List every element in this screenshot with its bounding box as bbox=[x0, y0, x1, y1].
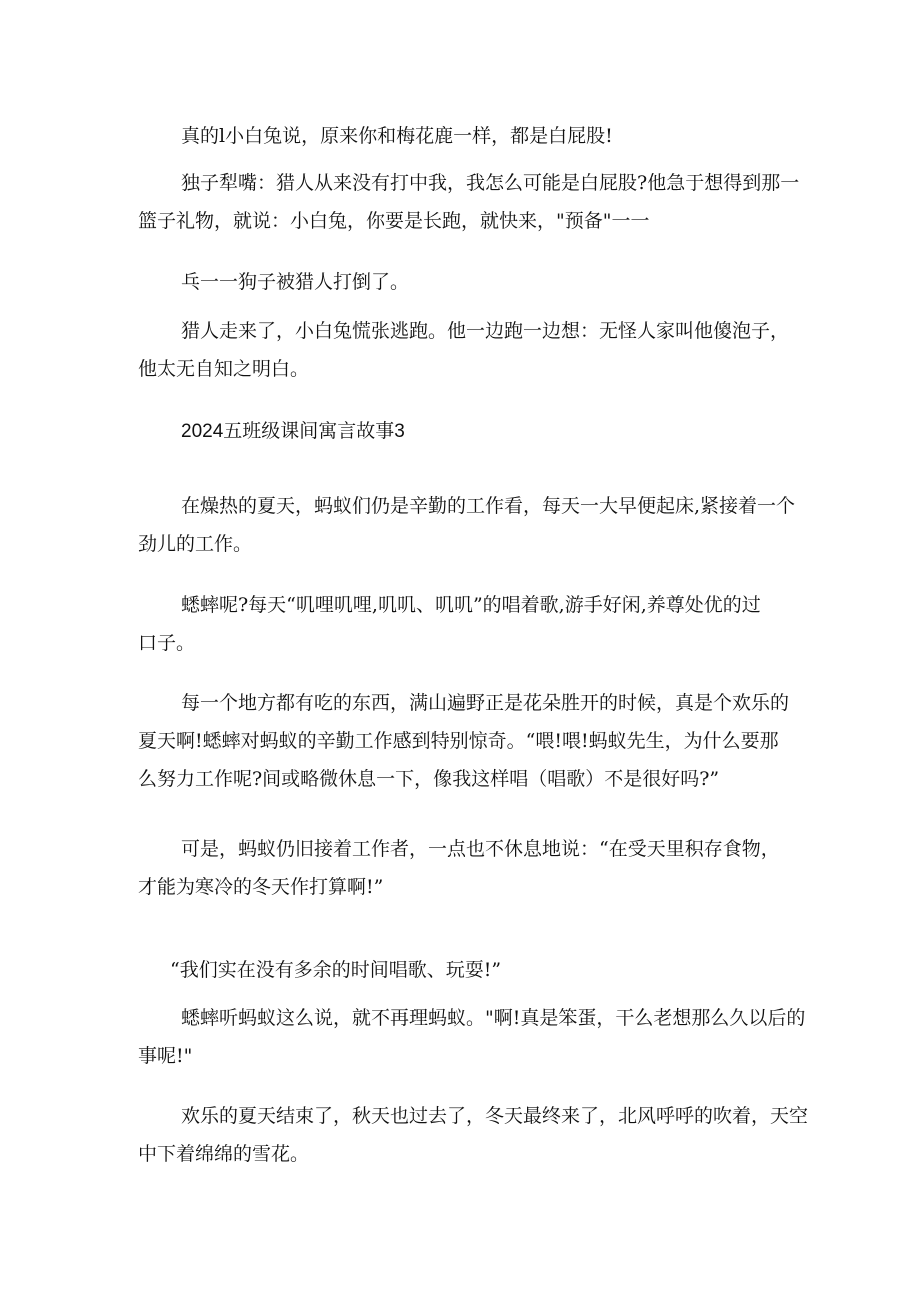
text-line: 事呢!" bbox=[138, 1045, 193, 1067]
paragraph-10 bbox=[0, 951, 920, 989]
text-line: 欢乐的夏天结束了，秋天也过去了，冬天最终来了，北风呼呼的吹着，天空 bbox=[181, 1105, 809, 1127]
text-line: 独子犁嘴：猎人从来没有打中我，我怎么可能是白屁股?他急于想得到那一 bbox=[181, 172, 800, 194]
text-line: 劲儿的工作。 bbox=[138, 533, 253, 555]
text-line: 蟋蟀听蚂蚁这么说，就不再理蚂蚁。"啊!真是笨蛋，干么老想那么久以后的 bbox=[181, 1007, 806, 1029]
text-line: 口子。 bbox=[138, 632, 196, 654]
text-line: 每一个地方都有吃的东西，满山遍野正是花朵胜开的时候，真是个欢乐的 bbox=[181, 692, 790, 714]
text-line: 夏天啊!蟋蟀对蚂蚁的辛勤工作感到特别惊奇。“喂!喂!蚂蚁先生，为什么要那 bbox=[138, 730, 779, 752]
text-line: 在燥热的夏天，蚂蚁们仍是辛勤的工作看，每天一大早便起床,紧接着一个 bbox=[181, 495, 796, 517]
text-line: 才能为寒冷的冬天作打算啊!” bbox=[138, 876, 384, 898]
text-line: 真的l小白兔说，原来你和梅花鹿一样，都是白屁股! bbox=[181, 125, 613, 147]
paragraph-9 bbox=[0, 830, 920, 906]
text-line: 猎人走来了，小白兔慌张逃跑。他一边跑一边想：无怪人家叫他傻泡子， bbox=[181, 320, 790, 342]
paragraph-7 bbox=[0, 586, 920, 662]
text-line: 他太无自知之明白。 bbox=[138, 358, 310, 380]
paragraph-3 bbox=[0, 263, 920, 301]
paragraph-12 bbox=[0, 1097, 920, 1173]
text-line: 么努力工作呢?间或略微休息一下，像我这样唱（唱歌）不是很好吗?” bbox=[138, 768, 720, 790]
paragraph-11 bbox=[0, 999, 920, 1075]
paragraph-4 bbox=[0, 312, 920, 388]
paragraph-2 bbox=[0, 164, 920, 240]
paragraph-1 bbox=[0, 117, 920, 155]
text-line: “我们实在没有多余的时间唱歌、玩耍!” bbox=[170, 959, 502, 981]
text-line: 可是，蚂蚁仍旧接着工作者，一点也不休息地说：“在受天里积存食物， bbox=[181, 838, 780, 860]
heading-line: 2024五班级课间寓言故事3 bbox=[181, 421, 405, 442]
text-line: 乓一一狗子被猎人打倒了。 bbox=[181, 271, 410, 293]
text-line: 中下着绵绵的雪花。 bbox=[138, 1143, 310, 1165]
section-heading bbox=[0, 413, 920, 451]
paragraph-6 bbox=[0, 487, 920, 563]
text-line: 蟋蟀呢?每天“叽哩叽哩,叽叽、叽叽”的唱着歌,游手好闲,养尊处优的过 bbox=[181, 594, 761, 616]
paragraph-8 bbox=[0, 684, 920, 798]
text-line: 篮子礼物，就说：小白兔，你要是长跑，就快来，"预备"一一 bbox=[138, 210, 650, 232]
